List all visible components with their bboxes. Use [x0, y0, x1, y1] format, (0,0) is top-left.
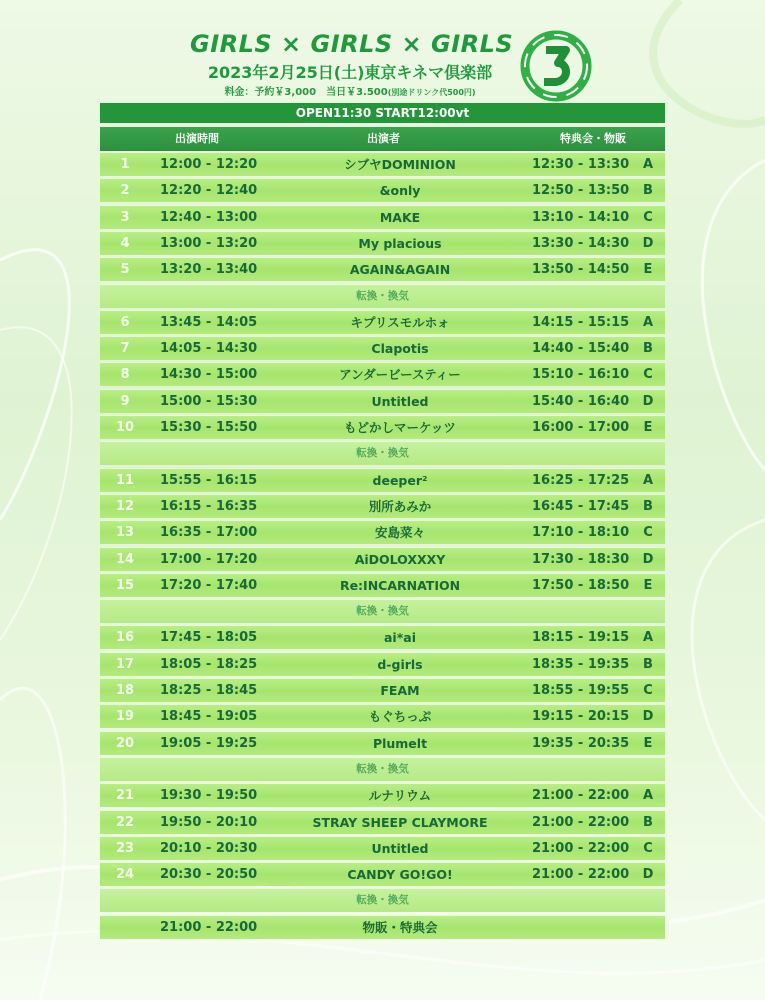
performance-time: 18:05 - 18:25	[160, 656, 258, 672]
benefit-time: 12:50 - 13:50	[532, 183, 630, 199]
performance-time: 17:20 - 17:40	[160, 577, 258, 593]
booth-letter: E	[643, 735, 653, 751]
benefit-time: 16:45 - 17:45	[532, 498, 630, 514]
performer-name: ai*ai	[384, 630, 416, 646]
booth-letter: D	[642, 709, 654, 725]
schedule-row	[100, 547, 665, 571]
row-number: 7	[120, 341, 130, 357]
row-number: 5	[120, 262, 130, 278]
performer-name: シブヤDOMINION	[344, 157, 456, 172]
booth-letter: D	[642, 235, 654, 251]
performance-time: 12:40 - 13:00	[160, 209, 258, 225]
schedule-row	[100, 178, 665, 202]
performance-time: 15:30 - 15:50	[160, 420, 258, 435]
benefit-time: 15:40 - 16:40	[532, 393, 630, 409]
row-number: 1	[120, 157, 130, 172]
changeover-row	[100, 599, 665, 623]
performance-time: 13:00 - 13:20	[160, 235, 258, 251]
performer-name: もどかしマーケッツ	[344, 420, 456, 435]
performer-name: &only	[379, 183, 421, 199]
schedule-row	[100, 389, 665, 413]
benefit-time: 19:35 - 20:35	[532, 735, 630, 751]
schedule-row	[100, 783, 665, 807]
changeover-row	[100, 888, 665, 912]
performance-time: 17:00 - 17:20	[160, 551, 258, 567]
changeover-label: 転換・換気	[356, 762, 409, 775]
performance-time: 14:05 - 14:30	[160, 341, 258, 357]
performance-time: 13:45 - 14:05	[160, 314, 258, 330]
benefit-time: 21:00 - 22:00	[532, 840, 630, 856]
performance-time: 16:15 - 16:35	[160, 498, 258, 514]
performer-name: d-girls	[377, 656, 423, 672]
performer-name: もぐちっぷ	[368, 709, 432, 725]
booth-letter: C	[643, 840, 653, 856]
changeover-row	[100, 441, 665, 465]
performance-time: 13:20 - 13:40	[160, 262, 258, 278]
schedule-row	[100, 731, 665, 755]
performance-time: 15:00 - 15:30	[160, 393, 258, 409]
row-number: 23	[115, 840, 135, 856]
open-start-bar: OPEN11:30 START12:00vt	[100, 103, 665, 123]
benefit-time: 13:30 - 14:30	[532, 235, 630, 251]
booth-letter: D	[642, 393, 654, 409]
performer-name: STRAY SHEEP CLAYMORE	[312, 814, 488, 830]
schedule-row	[100, 231, 665, 255]
schedule-row	[100, 415, 665, 439]
benefit-time: 16:00 - 17:00	[532, 420, 630, 435]
changeover-row	[100, 757, 665, 781]
changeover-row	[100, 284, 665, 308]
benefit-time: 14:40 - 15:40	[532, 341, 630, 357]
changeover-label: 転換・換気	[356, 447, 409, 460]
performance-time: 21:00 - 22:00	[160, 919, 258, 935]
booth-letter: D	[642, 867, 654, 883]
schedule-row	[100, 810, 665, 834]
row-number: 2	[120, 183, 130, 199]
schedule-row	[100, 573, 665, 597]
changeover-label: 転換・換気	[356, 289, 409, 302]
performer-name: アンダービースティー	[339, 367, 461, 383]
schedule-row	[100, 257, 665, 281]
schedule-row	[100, 862, 665, 886]
benefit-time: 18:15 - 19:15	[532, 630, 630, 646]
row-number: 16	[115, 630, 135, 646]
table-header	[100, 127, 665, 151]
performance-time: 19:30 - 19:50	[160, 788, 258, 804]
schedule-row	[100, 836, 665, 860]
benefit-time: 13:50 - 14:50	[532, 262, 630, 278]
benefit-time: 18:55 - 19:55	[532, 683, 630, 698]
benefit-time: 19:15 - 20:15	[532, 709, 630, 725]
benefit-time: 12:30 - 13:30	[532, 157, 630, 172]
benefit-time: 17:30 - 18:30	[532, 551, 630, 567]
benefit-time: 21:00 - 22:00	[532, 814, 630, 830]
booth-letter: E	[643, 262, 653, 278]
performer-name: AiDOLOXXXY	[354, 551, 446, 567]
row-number: 24	[115, 867, 135, 883]
schedule-row	[100, 625, 665, 649]
performance-time: 12:00 - 12:20	[160, 157, 258, 172]
booth-letter: A	[642, 472, 654, 488]
performance-time: 19:50 - 20:10	[160, 814, 258, 830]
column-benefit: 特典会・物販	[560, 132, 626, 145]
booth-letter: C	[643, 209, 653, 225]
benefit-time: 17:10 - 18:10	[532, 525, 630, 541]
row-number: 3	[120, 209, 130, 225]
performer-name: 物販・特典会	[362, 919, 438, 935]
performer-name: Untitled	[371, 393, 429, 409]
booth-letter: B	[643, 183, 653, 199]
row-number: 22	[115, 814, 135, 830]
performer-name: MAKE	[379, 209, 421, 225]
booth-letter: C	[643, 525, 653, 541]
performer-name: FEAM	[380, 683, 420, 698]
row-number: 9	[120, 393, 130, 409]
event-title: GIRLS × GIRLS × GIRLS	[190, 30, 514, 58]
row-number: 10	[115, 420, 135, 435]
price-note: (別途ドリンク代500円)	[387, 88, 476, 97]
event-date-venue: 2023年2月25日(土)東京キネマ倶楽部	[207, 63, 493, 82]
row-number: 8	[120, 367, 130, 383]
row-number: 4	[120, 235, 130, 251]
booth-letter: E	[643, 420, 653, 435]
row-number: 20	[115, 735, 135, 751]
row-number: 21	[115, 788, 135, 804]
row-number: 17	[115, 656, 135, 672]
schedule-row	[100, 152, 665, 176]
benefit-time: 15:10 - 16:10	[532, 367, 630, 383]
booth-letter: B	[643, 498, 653, 514]
performer-name: Clapotis	[371, 341, 429, 357]
booth-letter: E	[643, 577, 653, 593]
performer-name: Re:INCARNATION	[339, 577, 461, 593]
performance-time: 16:35 - 17:00	[160, 525, 258, 541]
booth-letter: A	[642, 630, 654, 646]
row-number: 6	[120, 314, 130, 330]
performer-name: 安島菜々	[374, 525, 425, 541]
event-logo	[520, 30, 592, 102]
performance-time: 17:45 - 18:05	[160, 630, 258, 646]
header	[0, 0, 765, 100]
schedule-row	[100, 336, 665, 360]
row-number: 13	[115, 525, 135, 541]
schedule-row	[100, 494, 665, 518]
performer-name: キプリスモルホォ	[350, 314, 450, 330]
performance-time: 15:55 - 16:15	[160, 472, 258, 488]
performer-name: Untitled	[371, 840, 429, 856]
booth-letter: C	[643, 683, 653, 698]
performer-name: deeper²	[372, 472, 428, 488]
performance-time: 20:30 - 20:50	[160, 867, 258, 883]
booth-letter: B	[643, 656, 653, 672]
benefit-time: 21:00 - 22:00	[532, 867, 630, 883]
performance-time: 18:45 - 19:05	[160, 709, 258, 725]
benefit-time: 14:15 - 15:15	[532, 314, 630, 330]
performer-name: AGAIN&AGAIN	[349, 262, 451, 278]
benefit-time: 13:10 - 14:10	[532, 209, 630, 225]
column-performer: 出演者	[367, 132, 400, 145]
row-number: 12	[115, 498, 135, 514]
price-main: 料金：予約￥3,000 当日￥3.500	[224, 87, 388, 98]
schedule-row	[100, 652, 665, 676]
performer-name: Plumelt	[372, 735, 428, 751]
benefit-time: 21:00 - 22:00	[532, 788, 630, 804]
row-number: 14	[115, 551, 135, 567]
row-number: 15	[115, 577, 135, 593]
booth-letter: B	[643, 341, 653, 357]
performer-name: CANDY GO!GO!	[347, 867, 453, 883]
column-time: 出演時間	[175, 132, 219, 145]
ticket-price	[190, 83, 510, 98]
row-number: 18	[115, 683, 135, 698]
schedule-row	[100, 520, 665, 544]
booth-letter: A	[642, 157, 654, 172]
booth-letter: A	[642, 788, 654, 804]
schedule-row	[100, 678, 665, 702]
performance-time: 12:20 - 12:40	[160, 183, 258, 199]
benefit-time: 18:35 - 19:35	[532, 656, 630, 672]
changeover-label: 転換・換気	[356, 605, 409, 618]
schedule-row	[100, 205, 665, 229]
booth-letter: C	[643, 367, 653, 383]
schedule-row	[100, 310, 665, 334]
booth-letter: A	[642, 314, 654, 330]
schedule-row	[100, 915, 665, 939]
booth-letter: D	[642, 551, 654, 567]
performance-time: 18:25 - 18:45	[160, 683, 258, 698]
performance-time: 20:10 - 20:30	[160, 840, 258, 856]
performer-name: 別所あみか	[368, 498, 432, 514]
benefit-time: 17:50 - 18:50	[532, 577, 630, 593]
schedule-row	[100, 468, 665, 492]
performer-name: My placious	[358, 235, 442, 251]
benefit-time: 16:25 - 17:25	[532, 472, 630, 488]
changeover-label: 転換・換気	[356, 894, 409, 907]
performer-name: ルナリウム	[368, 788, 432, 804]
performance-time: 19:05 - 19:25	[160, 735, 258, 751]
row-number: 11	[115, 472, 135, 488]
schedule-row	[100, 362, 665, 386]
row-number: 19	[115, 709, 135, 725]
schedule-row	[100, 704, 665, 728]
booth-letter: B	[643, 814, 653, 830]
performance-time: 14:30 - 15:00	[160, 367, 258, 383]
